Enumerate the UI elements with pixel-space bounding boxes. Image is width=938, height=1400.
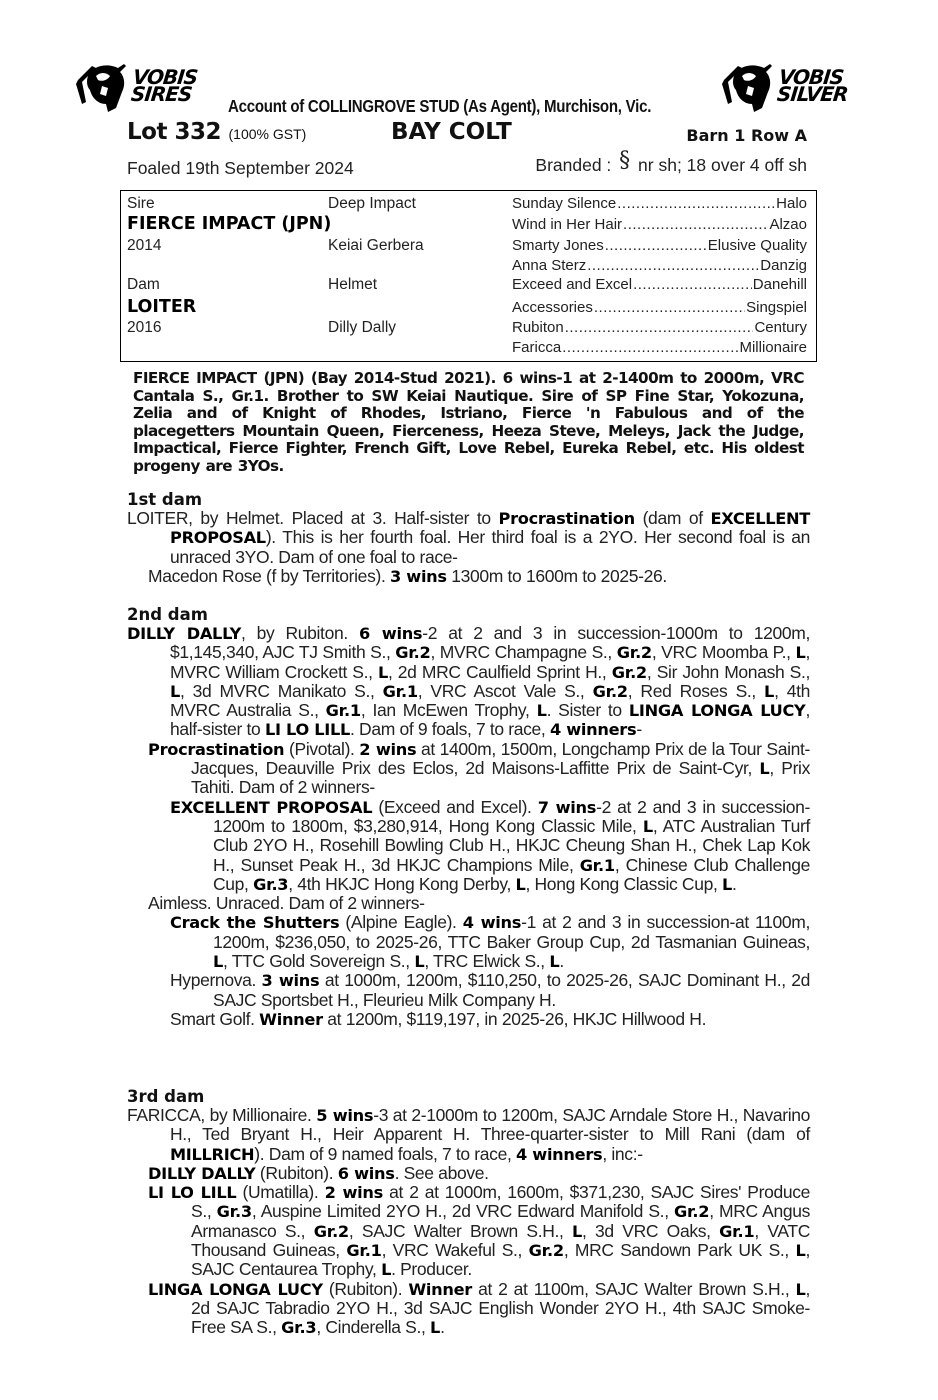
pedigree-table bbox=[120, 190, 817, 362]
leader-dots bbox=[562, 339, 738, 356]
vobis-sires-logo bbox=[72, 58, 199, 114]
gp-name: Wind in Her Hair bbox=[512, 216, 623, 233]
gp-sire: Singspiel bbox=[746, 299, 807, 316]
gp-name: Rubiton bbox=[512, 319, 564, 336]
grandparent-row bbox=[512, 216, 807, 233]
leader-dots bbox=[633, 276, 752, 293]
progeny-entry: Smart Golf. Winner at 1200m, $119,197, in 2025-26, HKJC Hillwood H. bbox=[170, 1008, 707, 1029]
gp-name: Sunday Silence bbox=[512, 195, 617, 212]
progeny-entry: LI LO LILL (Umatilla). 2 wins at 2 at 1000m, 1600m, $371,230, SAJC Sires' Produce S., Gr.3, Auspine Limited 2YO H., 2d VRC Edward Manifold S., Gr.2, MRC Angus Armanasco S., Gr.2, SAJC Walter Brown S.H., L, 3d VRC Oaks, Gr.1, VATC Thousand Guineas, Gr.1, VRC Wakeful S., Gr.2, MRC Sandown Park UK S., L, SAJC Centaurea Trophy, L. Producer. bbox=[148, 1182, 811, 1280]
logo-line-1: VOBIS bbox=[777, 65, 845, 89]
horse-jockey-icon bbox=[72, 58, 130, 114]
sire-summary: FIERCE IMPACT (JPN) (Bay 2014-Stud 2021). 6 wins-1 at 2-1400m to 2000m, VRC Cantala S., Gr.1. Brother to SW Keiai Nautique. Sire of SP Fine Star, Yokozuna, Zelia and of Knight of Rhodes, Istriano, Fierce 'n Fabulous and of the placegetters Mountain Queen, Fierceness, Heeza Steve, Meleys, Jack the Judge, Impactical, Fierce Fighter, French Gift, Love Rebel, Eureka Rebel, etc. His oldest progeny are 3YOs. bbox=[133, 369, 804, 475]
dam-paragraph: DILLY DALLY, by Rubiton. 6 wins-2 at 2 and 3 in succession-1000m to 1200m, $1,145,340, AJC TJ Smith S., Gr.2, MVRC Champagne S., Gr.2, VRC Moomba P., L, MVRC William Crockett S., L, 2d MRC Caulfield Sprint H., Gr.2, Sir John Monash S., L, 3d MVRC Manikato S., Gr.1, VRC Ascot Vale S., Gr.2, Red Roses S., L, 4th MVRC Australia S., Gr.1, Ian McEwen Trophy, L. Sister to LINGA LONGA LUCY, half-sister to LI LO LILL. Dam of 9 foals, 7 to race, 4 winners- bbox=[127, 623, 811, 740]
progeny-entry: Macedon Rose (f by Territories). 3 wins 1300m to 1600m to 2025-26. bbox=[148, 565, 667, 586]
gst-note: (100% GST) bbox=[228, 126, 307, 142]
vendor-account: Account of COLLINGROVE STUD (As Agent), Murchison, Vic. bbox=[228, 96, 652, 116]
sire-sire: Deep Impact bbox=[328, 195, 416, 212]
gp-sire: Millionaire bbox=[739, 339, 807, 356]
logo-line-2: SIRES bbox=[129, 82, 193, 106]
logo-line-1: VOBIS bbox=[131, 65, 199, 89]
leader-dots bbox=[617, 195, 775, 212]
section-title: 2nd dam bbox=[127, 605, 208, 624]
gp-name: Anna Sterz bbox=[512, 257, 587, 274]
progeny-entry: Procrastination (Pivotal). 2 wins at 1400m, 1500m, Longchamp Prix de la Tour Saint-Jacques, Deauville Prix des Eclos, 2d Maisons-Laffitte Prix de Saint-Cyr, L, Prix Tahiti. Dam of 2 winners- bbox=[148, 738, 810, 798]
horse-description: BAY COLT bbox=[391, 119, 512, 145]
gp-sire: Halo bbox=[776, 195, 807, 212]
logo-line-2: SILVER bbox=[775, 82, 849, 106]
lot-number bbox=[127, 119, 306, 145]
leader-dots bbox=[605, 237, 707, 254]
grandparent-row bbox=[512, 319, 807, 336]
section-title: 1st dam bbox=[127, 490, 203, 509]
second-dam-section bbox=[127, 605, 810, 1029]
progeny-entry: DILLY DALLY (Rubiton). 6 wins. See above. bbox=[148, 1162, 489, 1183]
progeny-entry: Aimless. Unraced. Dam of 2 winners- bbox=[148, 893, 425, 914]
grandparent-row bbox=[512, 299, 807, 316]
dam-sire: Helmet bbox=[328, 276, 378, 293]
dam-paragraph: FARICCA, by Millionaire. 5 wins-3 at 2-1000m to 1200m, SAJC Arndale Store H., Navarino H., Ted Bryant H., Heir Apparent H. Three-quarter-sister to Mill Rani (dam of MILLRICH). Dam of 9 named foals, 7 to race, 4 winners, inc:- bbox=[127, 1105, 811, 1164]
progeny-entry: LINGA LONGA LUCY (Rubiton). Winner at 2 at 1100m, SAJC Walter Brown S.H., L, 2d SAJC Tabradio 2YO H., 3d SAJC English Wonder 2YO H., 4th SAJC Smoke-Free SA S., Gr.3, Cinderella S., L. bbox=[148, 1278, 810, 1338]
gp-name: Smarty Jones bbox=[512, 237, 604, 254]
brand-mark-icon: § bbox=[619, 148, 631, 173]
branded-text: nr sh; 18 over 4 off sh bbox=[638, 155, 807, 175]
foaled-date: Foaled 19th September 2024 bbox=[127, 158, 354, 178]
branding bbox=[535, 148, 807, 177]
vobis-silver-logo bbox=[718, 58, 848, 114]
dam-paragraph: LOITER, by Helmet. Placed at 3. Half-sister to Procrastination (dam of EXCELLENT PROPOSAL). This is her fourth foal. Her third foal is a 2YO. Her second foal is an unraced 3YO. Dam of one foal to race- bbox=[127, 508, 810, 567]
gp-name: Faricca bbox=[512, 339, 562, 356]
grandparent-row bbox=[512, 237, 807, 254]
leader-dots bbox=[587, 257, 759, 274]
third-dam-section bbox=[127, 1087, 810, 1338]
leader-dots bbox=[565, 319, 754, 336]
grandparent-row bbox=[512, 257, 807, 274]
sire-name: FIERCE IMPACT (JPN) bbox=[127, 214, 332, 234]
first-dam-section bbox=[127, 490, 810, 586]
section-title: 3rd dam bbox=[127, 1087, 205, 1106]
barn-location: Barn 1 Row A bbox=[686, 126, 807, 145]
gp-sire: Danehill bbox=[752, 276, 807, 293]
progeny-entry: Crack the Shutters (Alpine Eagle). 4 wins-1 at 2 and 3 in succession-at 1100m, 1200m, $236,050, to 2025-26, TTC Baker Group Cup, 2d Tasmanian Guineas, L, TTC Gold Sovereign S., L, TRC Elwick S., L. bbox=[170, 912, 811, 972]
grandparent-row bbox=[512, 195, 807, 212]
leader-dots bbox=[594, 299, 745, 316]
branded-label: Branded : bbox=[535, 155, 612, 175]
grandparent-row bbox=[512, 339, 807, 356]
grandparent-row bbox=[512, 276, 807, 293]
sire-label: Sire bbox=[127, 195, 155, 212]
gp-name: Exceed and Excel bbox=[512, 276, 633, 293]
gp-sire: Elusive Quality bbox=[707, 237, 807, 254]
dam-dam: Dilly Dally bbox=[328, 319, 397, 336]
leader-dots bbox=[623, 216, 768, 233]
sire-year: 2014 bbox=[127, 237, 162, 254]
progeny-entry: Hypernova. 3 wins at 1000m, 1200m, $110,250, to 2025-26, SAJC Dominant H., 2d SAJC Sportsbet H., Fleurieu Milk Company H. bbox=[170, 970, 810, 1010]
progeny-entry: EXCELLENT PROPOSAL (Exceed and Excel). 7 wins-2 at 2 and 3 in succession-1200m to 1800m, $3,280,914, Hong Kong Classic Mile, L, ATC Australian Turf Club 2YO H., Rosehill Bowling Club H., HKJC Cheung Shan H., Chek Lap Kok H., Sunset Peak H., 3d HKJC Champions Mile, Gr.1, Chinese Club Challenge Cup, Gr.3, 4th HKJC Hong Kong Derby, L, Hong Kong Classic Cup, L. bbox=[170, 796, 810, 894]
sire-dam: Keiai Gerbera bbox=[328, 237, 424, 254]
gp-name: Accessories bbox=[512, 299, 593, 316]
lot-header bbox=[127, 119, 807, 153]
gp-sire: Alzao bbox=[769, 216, 807, 233]
gp-sire: Century bbox=[754, 319, 807, 336]
lot-label: Lot 332 bbox=[127, 119, 221, 145]
dam-year: 2016 bbox=[127, 319, 162, 336]
dam-label: Dam bbox=[127, 276, 160, 293]
gp-sire: Danzig bbox=[760, 257, 807, 274]
horse-jockey-icon bbox=[718, 58, 776, 114]
dam-name: LOITER bbox=[127, 297, 197, 317]
